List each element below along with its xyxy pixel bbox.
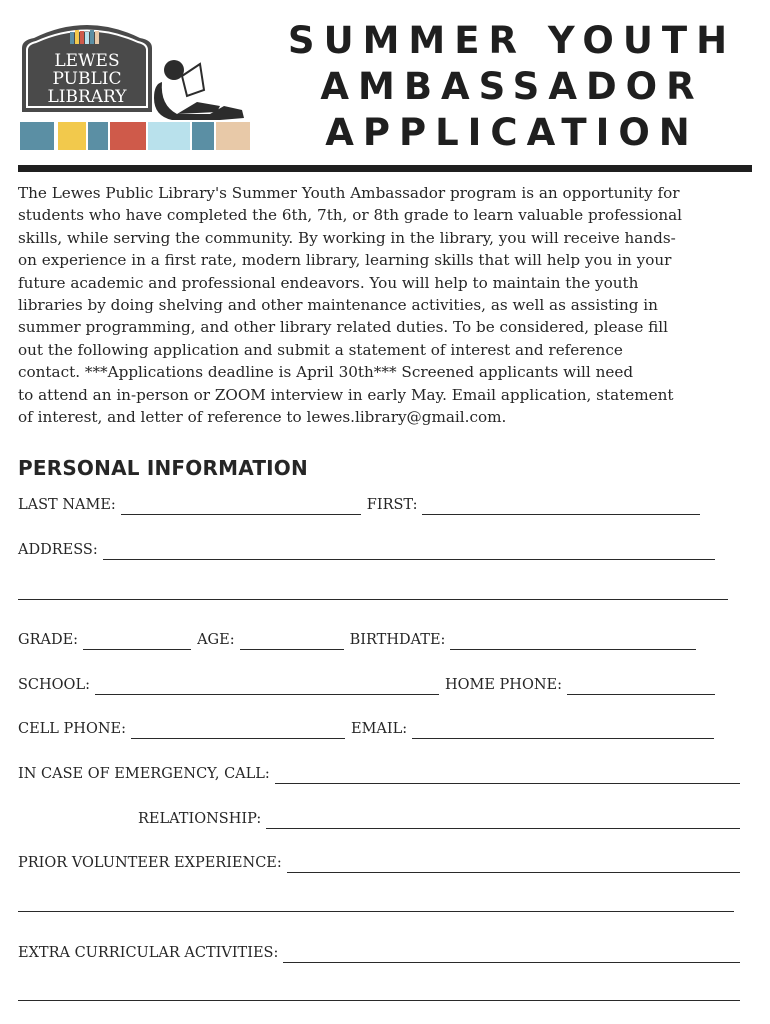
section-title-personal-info: PERSONAL INFORMATION — [18, 456, 308, 480]
intro-line: students who have completed the 6th, 7th, or 8th grade to learn valuable professional — [18, 206, 683, 225]
emergency-contact-field[interactable] — [275, 764, 740, 784]
address-label: ADDRESS: — [18, 542, 98, 558]
stripe-block — [58, 122, 86, 150]
logo-sign — [22, 25, 152, 112]
home-phone-label: HOME PHONE: — [444, 677, 562, 693]
age-label: AGE: — [197, 632, 235, 648]
age-field[interactable] — [240, 630, 344, 650]
intro-line: out the following application and submit a statement of interest and reference — [18, 340, 623, 359]
school-row — [18, 671, 740, 695]
intro-line: to attend an in-person or ZOOM interview in early May. Email application, statement — [18, 385, 674, 404]
title-line-3: APPLICATION — [325, 111, 699, 154]
volunteer-experience-line-2-field[interactable] — [18, 911, 734, 912]
stripe-block — [20, 122, 54, 150]
last-name-label: LAST NAME: — [18, 497, 116, 513]
intro-line: contact. ***Applications deadline is April 30th*** Screened applicants will need — [18, 363, 634, 382]
intro-line: The Lewes Public Library's Summer Youth Ambassador program is an opportunity for — [18, 184, 680, 202]
grade-label: GRADE: — [18, 632, 79, 648]
intro-line: libraries by doing shelving and other maintenance activities, as well as assisting in — [18, 296, 658, 315]
birthdate-field[interactable] — [450, 630, 696, 650]
stripe-block — [216, 122, 250, 150]
grade-field[interactable] — [83, 630, 191, 650]
first-name-field[interactable] — [422, 495, 700, 515]
header-divider — [18, 165, 752, 172]
intro-line: skills, while serving the community. By working in the library, you will receive hands- — [18, 228, 676, 247]
emergency-contact-label: IN CASE OF EMERGENCY, CALL: — [18, 766, 270, 782]
logo-line-1: LEWES — [54, 51, 120, 71]
grade-row — [18, 626, 740, 650]
intro-line: future academic and professional endeavors. You will help to maintain the youth — [18, 273, 639, 292]
emergency-row — [18, 760, 740, 784]
logo-color-stripe — [20, 122, 250, 150]
title-line-2: AMBASSADOR — [320, 65, 704, 108]
intro-line: of interest, and letter of reference to lewes.library@gmail.com. — [18, 408, 507, 427]
cell-phone-label: CELL PHONE: — [18, 721, 126, 737]
last-name-field[interactable] — [121, 495, 361, 515]
volunteer-row — [18, 849, 740, 873]
email-field[interactable] — [412, 719, 714, 739]
logo-line-2: PUBLIC — [52, 69, 122, 89]
school-label: SCHOOL: — [18, 677, 90, 693]
stripe-block — [110, 122, 146, 150]
page-title — [262, 18, 762, 156]
relationship-label: RELATIONSHIP: — [138, 811, 262, 827]
lewes-library-logo — [12, 10, 257, 160]
birthdate-label: BIRTHDATE: — [349, 632, 446, 648]
extracurricular-label: EXTRA CURRICULAR ACTIVITIES: — [18, 945, 279, 961]
intro-paragraph — [18, 182, 754, 428]
reading-person-icon — [154, 60, 244, 120]
extracurricular-line-2-field[interactable] — [18, 1000, 740, 1001]
address-line-2-field[interactable] — [18, 599, 728, 600]
intro-line: summer programming, and other library related duties. To be considered, please fill — [18, 318, 668, 337]
extracurricular-field[interactable] — [283, 943, 740, 963]
relationship-row — [138, 805, 740, 829]
stripe-block — [148, 122, 190, 150]
address-row — [18, 536, 740, 560]
title-line-1: SUMMER YOUTH — [287, 19, 737, 62]
stripe-block — [88, 122, 108, 150]
email-label: EMAIL: — [351, 721, 408, 737]
address-field[interactable] — [103, 540, 715, 560]
cell-row — [18, 715, 740, 739]
stripe-block — [192, 122, 214, 150]
extracurricular-row — [18, 939, 740, 963]
volunteer-experience-label: PRIOR VOLUNTEER EXPERIENCE: — [18, 855, 282, 871]
volunteer-experience-field[interactable] — [287, 853, 740, 873]
first-name-label: FIRST: — [366, 497, 418, 513]
intro-line: on experience in a first rate, modern library, learning skills that will help you in your — [18, 251, 672, 270]
cell-phone-field[interactable] — [131, 719, 345, 739]
name-row — [18, 491, 740, 515]
home-phone-field[interactable] — [567, 675, 715, 695]
logo-line-3: LIBRARY — [47, 87, 127, 107]
relationship-field[interactable] — [266, 809, 740, 829]
school-field[interactable] — [95, 675, 439, 695]
